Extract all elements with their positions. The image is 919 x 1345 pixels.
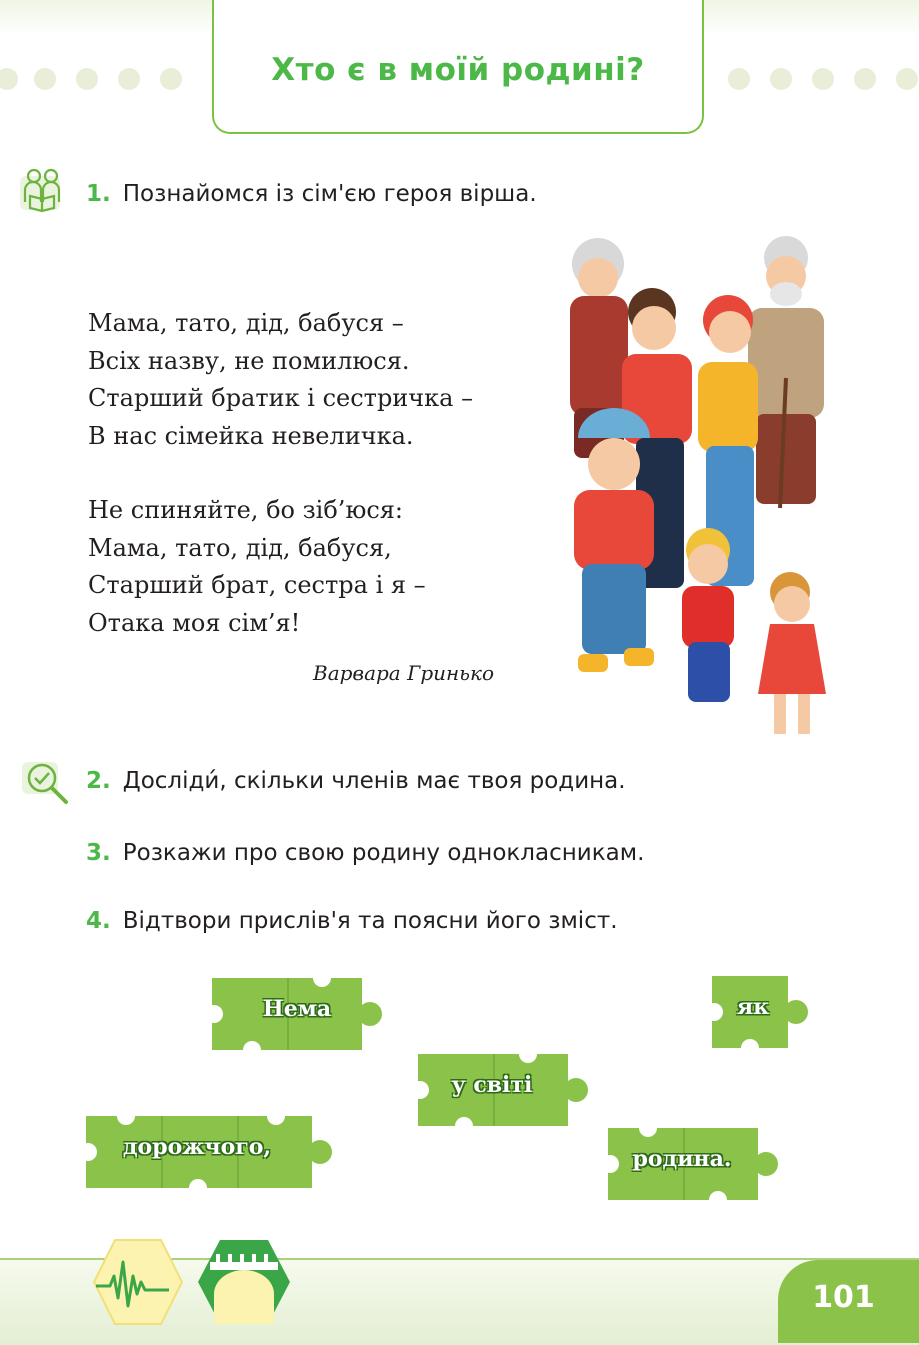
poem-line: Не спиняйте, бо зіб’юся: bbox=[88, 496, 403, 524]
puzzle-word: у світі bbox=[451, 1072, 533, 1098]
task-4-text: Відтвори прислів'я та поясни його зміст. bbox=[122, 908, 618, 934]
poem-line: Отака моя сім’я! bbox=[88, 608, 301, 637]
poem-stanza-1 bbox=[88, 305, 473, 455]
poem-line: В нас сімейка невеличка. bbox=[88, 421, 414, 450]
task-1-number: 1. bbox=[86, 181, 111, 207]
task-3-text: Розкажи про свою родину однокласникам. bbox=[122, 840, 645, 866]
soundwave-hexagon-icon bbox=[92, 1236, 184, 1332]
puzzle-piece-u-sviti[interactable] bbox=[418, 1052, 588, 1128]
puzzle-piece-dorozhchogo[interactable] bbox=[86, 1114, 332, 1190]
task-4-number: 4. bbox=[86, 908, 111, 934]
poem-line: Старший брат, сестра і я – bbox=[88, 571, 426, 599]
page-title: Хто є в моїй родині? bbox=[271, 52, 645, 88]
poem-line: Мама, тато, дід, бабуся – bbox=[88, 309, 404, 337]
family-illustration bbox=[548, 228, 848, 748]
puzzle-word: родина. bbox=[632, 1146, 732, 1172]
puzzle-word: як bbox=[736, 994, 770, 1020]
page-number-tab bbox=[778, 1260, 919, 1343]
page-number: 101 bbox=[812, 1280, 875, 1315]
poem-stanza-2 bbox=[88, 492, 426, 642]
puzzle-piece-rodyna[interactable] bbox=[608, 1126, 778, 1202]
poem-line: Старший братик і сестричка – bbox=[88, 384, 474, 412]
task-1-text: Познайомся із сім'єю героя вірша. bbox=[122, 181, 537, 207]
magnifier-check-icon bbox=[22, 758, 68, 804]
title-box bbox=[212, 0, 704, 134]
task-2-number: 2. bbox=[86, 768, 111, 794]
poem-line: Мама, тато, дід, бабуся, bbox=[88, 533, 392, 562]
poem-line: Всіх назву, не помилюся. bbox=[88, 346, 410, 375]
task-3-number: 3. bbox=[86, 840, 111, 866]
bridge-hexagon-icon bbox=[196, 1236, 292, 1332]
task-2-text: Досліди́, скільки членів має твоя родина. bbox=[122, 768, 626, 794]
puzzle-word: дорожчого, bbox=[122, 1134, 272, 1160]
task-4 bbox=[86, 908, 618, 934]
task-3 bbox=[86, 840, 644, 866]
puzzle-word: Нема bbox=[262, 996, 332, 1022]
puzzle-piece-nema[interactable] bbox=[212, 976, 382, 1052]
puzzle-piece-yak[interactable] bbox=[712, 974, 808, 1050]
task-2 bbox=[86, 768, 626, 794]
reading-people-icon bbox=[20, 166, 66, 212]
poem-author: Варвара Гринько bbox=[313, 661, 495, 685]
task-1 bbox=[86, 181, 537, 207]
